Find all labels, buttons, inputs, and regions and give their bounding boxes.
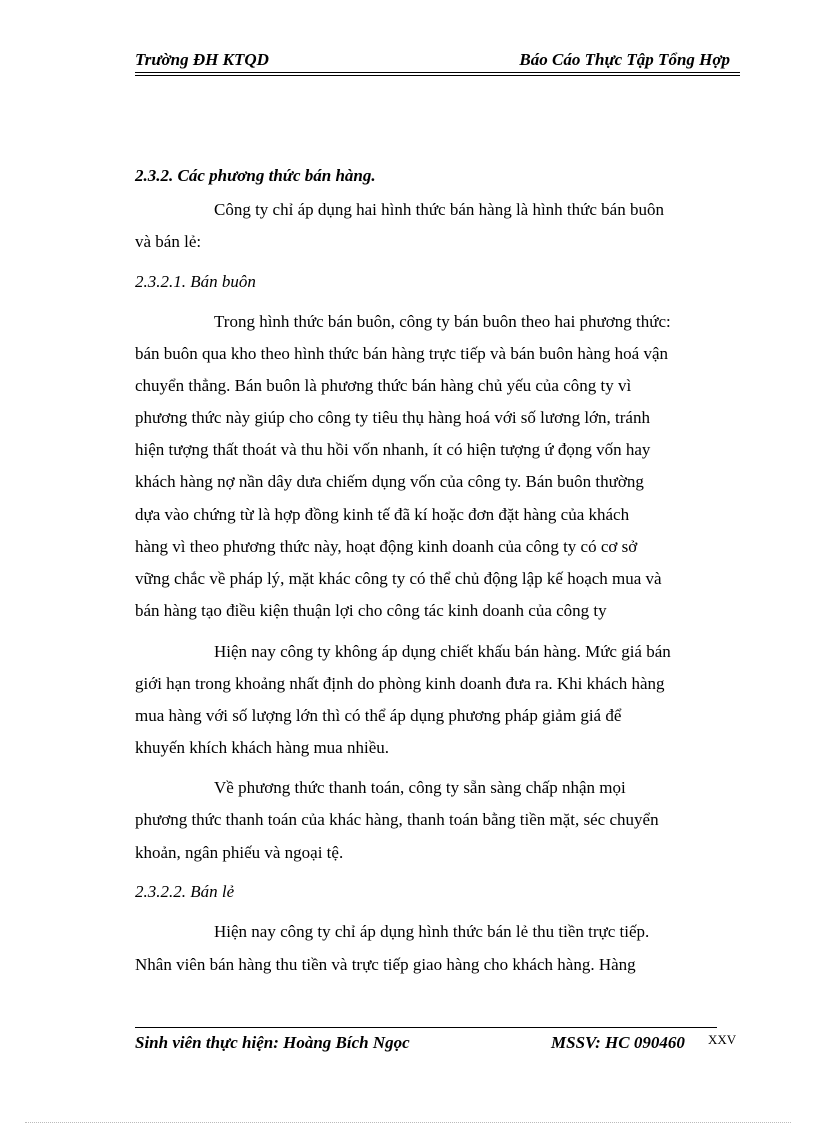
text-line: vững chắc về pháp lý, mặt khác công ty có thể chủ động lập kế hoạch mua và bbox=[135, 569, 662, 588]
text-line: bán hàng tạo điều kiện thuận lợi cho công tác kinh doanh của công ty bbox=[135, 601, 607, 620]
footer-student-name: Sinh viên thực hiện: Hoàng Bích Ngọc bbox=[135, 1033, 410, 1052]
header-school: Trường ĐH KTQD bbox=[135, 50, 269, 69]
text-line: dựa vào chứng từ là hợp đồng kinh tế đã kí hoặc đơn đặt hàng của khách bbox=[135, 505, 630, 524]
page-header bbox=[135, 50, 740, 74]
subsection-title: 2.3.2.1. Bán buôn bbox=[135, 272, 256, 291]
text-line: Trong hình thức bán buôn, công ty bán buôn theo hai phương thức: bbox=[214, 312, 671, 331]
text-line: phương thức thanh toán của khác hàng, thanh toán bằng tiền mặt, séc chuyển bbox=[135, 810, 659, 829]
text-line: Nhân viên bán hàng thu tiền và trực tiếp giao hàng cho khách hàng. Hàng bbox=[135, 955, 636, 974]
text-line: khuyến khích khách hàng mua nhiều. bbox=[135, 738, 389, 757]
header-rule-thin bbox=[135, 75, 740, 76]
text-line: Công ty chỉ áp dụng hai hình thức bán hàng là hình thức bán buôn bbox=[214, 200, 664, 219]
text-line: Hiện nay công ty không áp dụng chiết khấu bán hàng. Mức giá bán bbox=[214, 642, 671, 661]
subsection-title: 2.3.2.2. Bán lẻ bbox=[135, 882, 235, 901]
footer-rule bbox=[135, 1027, 717, 1028]
text-line: và bán lẻ: bbox=[135, 232, 202, 251]
footer-student-id: MSSV: HC 090460 bbox=[551, 1033, 685, 1052]
header-report-title: Báo Cáo Thực Tập Tổng Hợp bbox=[519, 50, 730, 69]
text-line: phương thức này giúp cho công ty tiêu thụ hàng hoá với số lương lớn, tránh bbox=[135, 408, 650, 427]
text-line: hàng vì theo phương thức này, hoạt động kinh doanh của công ty có cơ sở bbox=[135, 537, 638, 556]
text-line: bán buôn qua kho theo hình thức bán hàng trực tiếp và bán buôn hàng hoá vận bbox=[135, 344, 669, 363]
header-rule bbox=[135, 72, 740, 73]
page-number: XXV bbox=[708, 1032, 737, 1047]
text-line: Về phương thức thanh toán, công ty sẵn sàng chấp nhận mọi bbox=[214, 778, 626, 797]
text-line: giới hạn trong khoảng nhất định do phòng kinh doanh đưa ra. Khi khách hàng bbox=[135, 674, 665, 693]
text-line: Hiện nay công ty chỉ áp dụng hình thức bán lẻ thu tiền trực tiếp. bbox=[214, 922, 650, 941]
section-title: 2.3.2. Các phương thức bán hàng. bbox=[135, 166, 376, 185]
text-line: hiện tượng thất thoát và thu hồi vốn nhanh, ít có hiện tượng ứ đọng vốn hay bbox=[135, 440, 651, 459]
text-line: khoản, ngân phiếu và ngoại tệ. bbox=[135, 843, 344, 862]
text-line: mua hàng với số lượng lớn thì có thể áp dụng phương pháp giảm giá để bbox=[135, 706, 622, 725]
text-line: khách hàng nợ nần dây dưa chiếm dụng vốn của công ty. Bán buôn thường bbox=[135, 472, 644, 491]
text-line: chuyển thẳng. Bán buôn là phương thức bán hàng chủ yếu của công ty vì bbox=[135, 376, 632, 395]
